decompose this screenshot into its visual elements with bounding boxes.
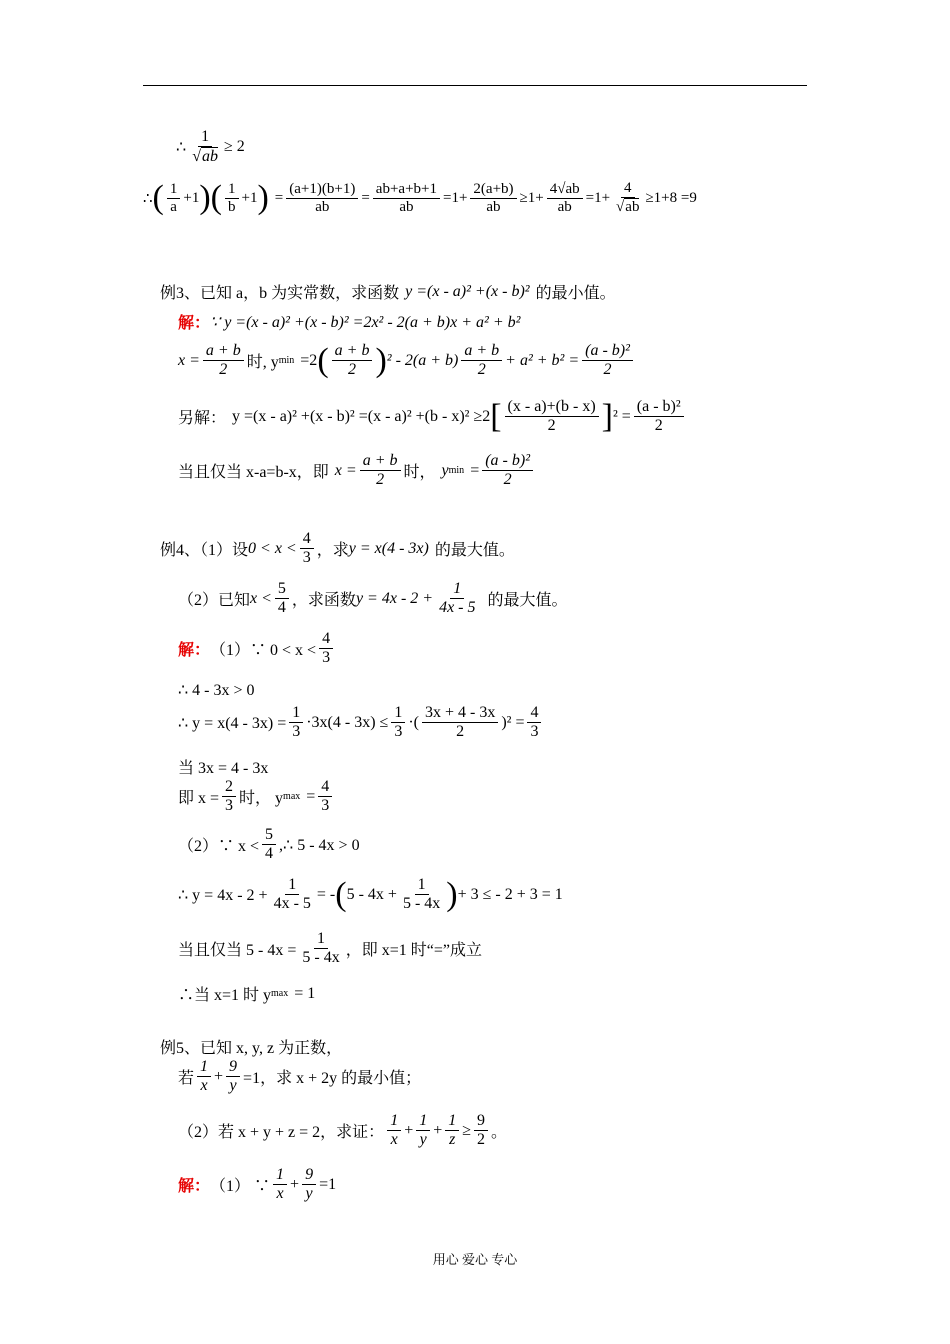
example-4-solution-7: ∴ y = 4x - 2 + $\frac{1}{4x - 5}$ = - ( 5 - 4x + $\frac{1}{5 - 4x}$ ) + 3 ≤ - 2 + 3 = 1: [178, 875, 563, 913]
example-4-solution-4: 当 3x = 4 - 3x: [178, 760, 269, 777]
example-5-title-3: （2）若 x + y + z = 2，求证： $\frac{1}{x}$ + $\frac{1}{y}$ + $\frac{1}{z}$ ≥ $\frac{9}{2}$ 。: [178, 1112, 508, 1149]
example-3-solution-line-2: x = $\frac{a + b}{2}$ 时, y min =2 ( $\frac{a + b}{2}$ ) ² - 2(a + b) $\frac{a + b}{2}$ + a² + b² = $\frac{\text{(a - b)²}}{2}$: [178, 342, 636, 380]
example-4-solution-6: （2）∵ x < $\frac{5}{4}$ ,∴ 5 - 4x > 0: [178, 826, 360, 863]
example-4-title-1: 例4、（1）设 0 < x < $\frac{4}{3}$ ，求 y = x(4 - 3x) 的最大值。: [160, 530, 515, 567]
example-4-solution-8: 当且仅当 5 - 4x = $\frac{1}{5 - 4x}$ ，即 x=1 时“=”成立: [178, 930, 482, 967]
page-footer: 用心 爱心 专心: [432, 1252, 518, 1267]
header-rule: [143, 85, 807, 86]
example-4-solution-5: 即 x = $\frac{2}{3}$ 时， y max = $\frac{4}{3}$: [178, 778, 335, 816]
example-4-title-2: （2）已知 x < $\frac{5}{4}$ ，求函数 y = 4x - 2 + $\frac{1}{4x - 5}$ 的最大值。: [178, 580, 568, 617]
therefore-symbol: ∴: [176, 139, 187, 157]
equation-line-2: ∴ ( $\frac{1}{a}$ +1 )( $\frac{1}{b}$ +1 ) = $\frac{(a+1)(b+1)}{ab}$ = $\frac{ab+a+b+1}{ab}$ =1+ $\frac{2(a+b)}{ab}$ ≥1+ $\frac{4√ab}{ab}$ =1+ $\frac{4}{√ab}$ ≥1+8 =9: [143, 179, 697, 217]
example-4-solution-9: ∴当 x=1 时 y max = 1: [178, 984, 316, 1004]
example-4-solution-2: ∴ 4 - 3x > 0: [178, 682, 255, 699]
example-5-title-2: 若 $\frac{1}{x}$ + $\frac{9}{y}$ =1，求 x + 2y 的最小值；: [178, 1058, 422, 1095]
example-4-solution-1: 解： （1）∵ 0 < x < $\frac{4}{3}$: [178, 630, 336, 668]
example-4-solution-3: ∴ y = x(4 - 3x) = $\frac{1}{3}$ ·3x(4 - 3x) ≤ $\frac{1}{3}$ ·( $\frac{3x + 4 - 3x}{2}$ )² = $\frac{4}{3}$: [178, 704, 544, 742]
example-3-title: 例3、已知 a，b 为实常数，求函数 y =(x - a)² +(x - b)² 的最小值。: [160, 282, 616, 302]
example-5-title-1: 例5、已知 x, y, z 为正数，: [160, 1040, 343, 1057]
example-5-solution-1: 解： （1） ∵ $\frac{1}{x}$ + $\frac{9}{y}$ =1: [178, 1166, 337, 1203]
example-3-solution-line-1: 解： ∵ y =(x - a)² +(x - b)² =2x² - 2(a + b)x + a² + b²: [178, 313, 521, 332]
example-3-alternative: 另解： y =(x - a)² +(x - b)² =(x - a)² +(b - x)² ≥2 [ $\frac{(x - a)+(b - x)}{2}$ ] ² = $\frac{\text{(a - b)²}}{2}$: [178, 398, 687, 436]
equation-line-1: ∴ $\frac{1}{√ab}$ ≥ 2: [176, 128, 245, 166]
example-3-equality-condition: 当且仅当 x-a=b-x，即 x = $\frac{a + b}{2}$ 时， y min = $\frac{\text{(a - b)²}}{2}$: [178, 452, 536, 490]
fraction: $\frac{1}{√ab}$: [192, 128, 218, 166]
